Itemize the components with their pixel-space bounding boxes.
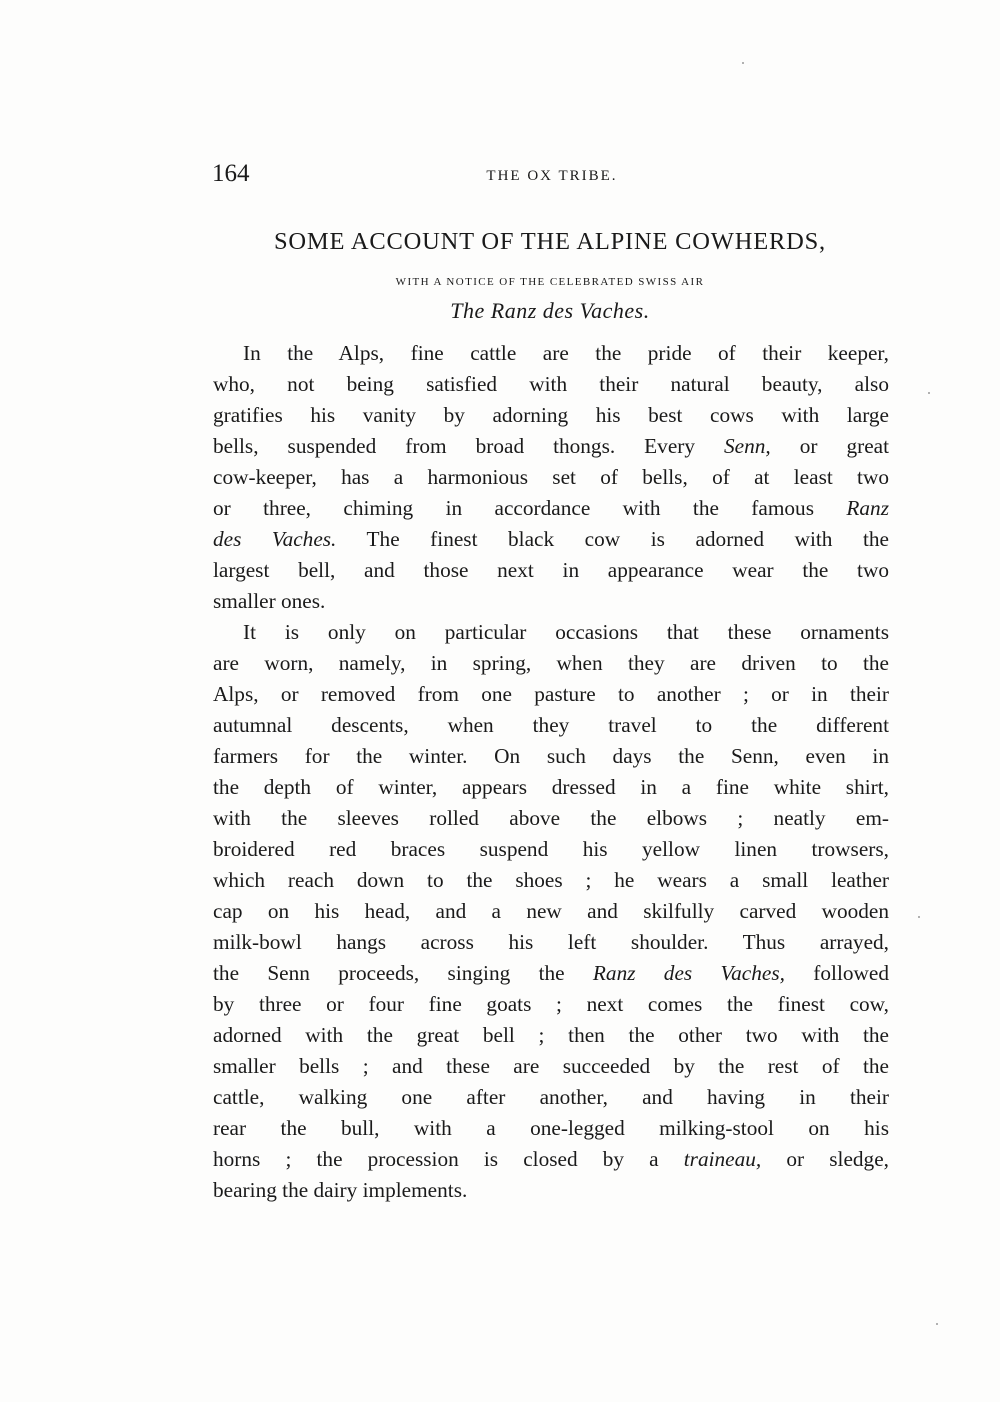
text-run: by three or four fine goats ; next comes the finest cow, [213, 992, 889, 1016]
italic-text: traineau, [683, 1147, 762, 1171]
text-line [213, 493, 889, 524]
text-line [213, 896, 889, 927]
text-run: broidered red braces suspend his yellow linen trowsers, [213, 837, 889, 861]
page-speck [936, 1323, 938, 1325]
text-run: which reach down to the shoes ; he wears a small leather [213, 868, 889, 892]
text-run: cow-keeper, has a harmonious set of bells, of at least two [213, 465, 889, 489]
text-line [213, 865, 889, 896]
text-line [213, 369, 889, 400]
text-run: the depth of winter, appears dressed in a fine white shirt, [213, 775, 889, 799]
chapter-subtitle: The Ranz des Vaches. [450, 298, 650, 323]
text-run: smaller ones. [213, 589, 326, 613]
text-run: or three, chiming in accordance with the famous [213, 496, 847, 520]
text-line [213, 462, 889, 493]
text-line [213, 1051, 889, 1082]
text-line [213, 679, 889, 710]
text-run: followed [784, 961, 889, 985]
text-run: In the Alps, fine cattle are the pride of their keeper, [243, 341, 889, 365]
text-line [213, 400, 889, 431]
text-line [213, 617, 889, 648]
text-run: rear the bull, with a one-legged milking-stool on his [213, 1116, 889, 1140]
text-line [213, 803, 889, 834]
page-speck [742, 62, 744, 64]
text-run: the Senn proceeds, singing the [213, 961, 593, 985]
text-line [213, 772, 889, 803]
text-run: gratifies his vanity by adorning his best cows with large [213, 403, 889, 427]
text-line [213, 555, 889, 586]
text-run: who, not being satisfied with their natural beauty, also [213, 372, 889, 396]
text-line [213, 524, 889, 555]
text-run: cap on his head, and a new and skilfully carved wooden [213, 899, 889, 923]
chapter-subheading: WITH A NOTICE OF THE CELEBRATED SWISS AIR [395, 276, 705, 288]
page-number: 164 [212, 160, 250, 187]
text-line [213, 648, 889, 679]
page-speck [928, 392, 930, 394]
text-run: milk-bowl hangs across his left shoulder. Thus arrayed, [213, 930, 889, 954]
text-run: It is only on particular occasions that these ornaments [243, 620, 889, 644]
text-line [213, 710, 889, 741]
text-run: largest bell, and those next in appearance wear the two [213, 558, 889, 582]
paragraph [213, 338, 889, 617]
text-line [213, 958, 889, 989]
text-line [213, 1020, 889, 1051]
text-run: farmers for the winter. On such days the Senn, even in [213, 744, 889, 768]
text-line [213, 586, 889, 617]
italic-text: Ranz [846, 496, 889, 520]
text-run: with the sleeves rolled above the elbows ; neatly em- [213, 806, 889, 830]
text-line [213, 927, 889, 958]
italic-text: des Vaches. [213, 527, 337, 551]
page-speck [918, 916, 920, 918]
running-title: THE OX TRIBE. [486, 168, 618, 184]
text-run: bearing the dairy implements. [213, 1178, 468, 1202]
text-line [213, 1082, 889, 1113]
text-run: or great [770, 434, 890, 458]
text-line [213, 1144, 889, 1175]
text-line [213, 1175, 889, 1206]
text-line [213, 989, 889, 1020]
text-run: horns ; the procession is closed by a [213, 1147, 684, 1171]
italic-text: Senn, [724, 434, 771, 458]
running-head [212, 160, 892, 200]
text-run: or sledge, [761, 1147, 889, 1171]
text-line [213, 741, 889, 772]
text-run: autumnal descents, when they travel to the different [213, 713, 889, 737]
text-line [213, 338, 889, 369]
paragraph [213, 617, 889, 1206]
italic-text: Ranz des Vaches, [592, 961, 785, 985]
text-line [213, 431, 889, 462]
chapter-heading: SOME ACCOUNT OF THE ALPINE COWHERDS, [274, 228, 826, 255]
text-line [213, 834, 889, 865]
text-run: are worn, namely, in spring, when they are driven to the [213, 651, 889, 675]
text-line [213, 1113, 889, 1144]
text-run: smaller bells ; and these are succeeded by the rest of the [213, 1054, 889, 1078]
text-run: adorned with the great bell ; then the other two with the [213, 1023, 889, 1047]
text-run: cattle, walking one after another, and having in their [213, 1085, 889, 1109]
text-run: Alps, or removed from one pasture to another ; or in their [213, 682, 889, 706]
body-text [213, 338, 889, 1206]
text-run: The finest black cow is adorned with the [336, 527, 889, 551]
text-run: bells, suspended from broad thongs. Every [213, 434, 725, 458]
